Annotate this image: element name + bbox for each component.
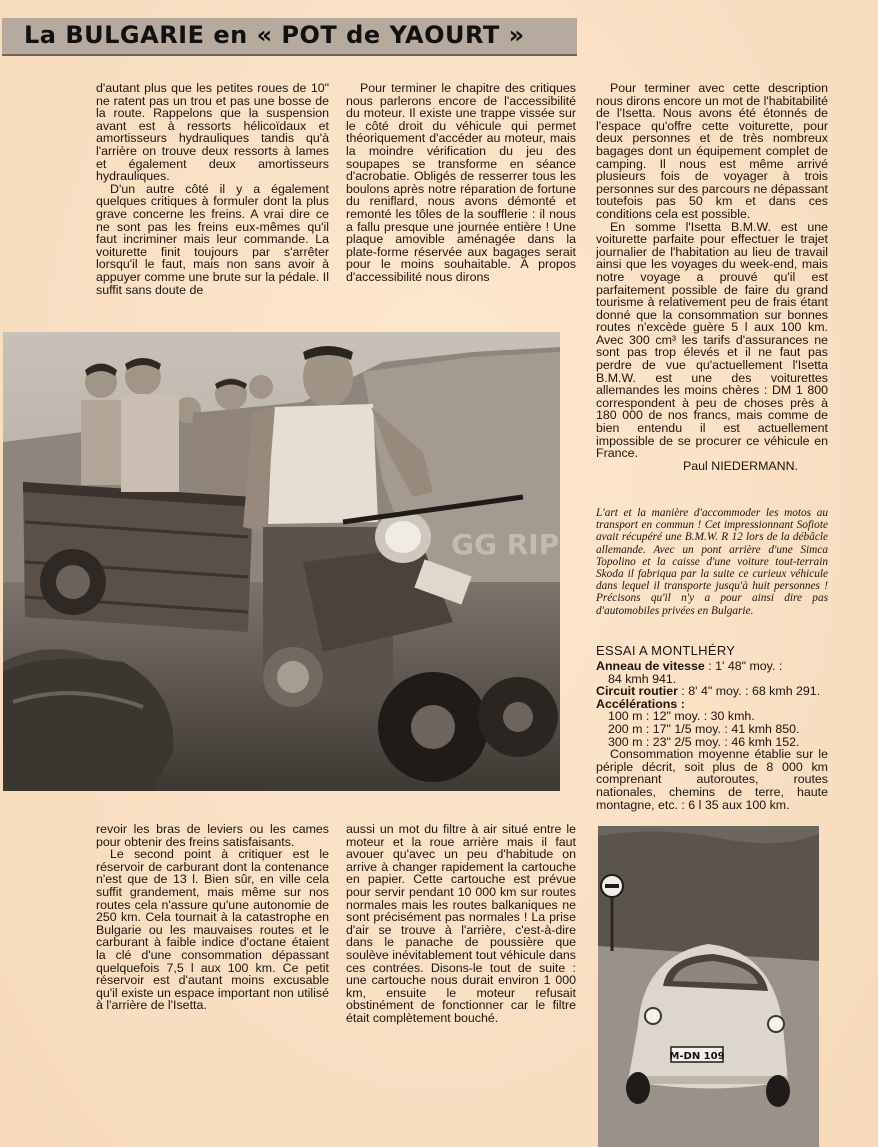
- acceleration-label: Accélérations :: [596, 696, 685, 711]
- paragraph: D'un autre côté il y a également quelques critiques à formuler dont la plus grave concerne les freins. A vrai dire ce ne sont pas les freins eux-mêmes qu'il faut incriminer mais leur commande. La voiturette finit toujours par s'arrêter lorsqu'il le faut, mais non sans avoir à appuyer comme une brute sur la pédale. Il suffit sans doute de: [96, 181, 329, 297]
- paragraph: d'autant plus que les petites roues de 10" ne ratent pas un trou et pas une bosse de la route. Rappelons que la suspension avant est à ressorts hélicoïdaux et amortisseurs hydrauliques tandis qu'à l'arrière on trouve deux ressorts à lames et également deux amortisseurs hydrauliques.: [96, 82, 329, 184]
- ring-speed-value-2: 84 kmh 941.: [608, 671, 677, 686]
- acceleration-row: 100 m : 12" moy. : 30 kmh.: [608, 709, 755, 724]
- road-circuit-value: : 8' 4" moy. : 68 kmh 291.: [677, 684, 821, 699]
- acceleration-row: 200 m : 17" 1/5 moy. : 41 kmh 850.: [608, 721, 800, 736]
- road-circuit-row: [596, 685, 828, 698]
- test-results: [596, 660, 828, 820]
- photo-isetta-car: [598, 826, 819, 1147]
- column-2-bottom: [346, 823, 576, 1043]
- photo-illustration: [3, 332, 560, 791]
- ring-speed-label: Anneau de vitesse: [596, 660, 705, 673]
- watermark: GG RIP: [451, 528, 560, 561]
- paragraph: En somme l'Isetta B.M.W. est une voiturette parfaite pour effectuer le trajet journalier de l'habitation au lieu de travail ainsi que les voyages du week-end, mais notre voyage a prouvé qu'il est parfaitement possible de faire du grand tourisme à relativement peu de frais étant donné que la consommation sur bonnes routes n'excède guère 5 l aux 100 km. Avec 300 cm³ les tarifs d'assurances ne sont pas trop élevés et il ne faut pas perdre de vue qu'actuellement l'Isetta B.M.W. est une des voiturettes allemandes les moins chères : DM 1 800 correspondent à peu de choses près à 180 000 de nos francs, mais comme de bien entendu il est actuellement impossible de se procurer ce véhicule en France.: [596, 219, 828, 461]
- page-title: La BULGARIE en « POT de YAOURT »: [24, 21, 525, 49]
- photo-motorcycle-trailer: [3, 332, 560, 791]
- ring-speed-row: [596, 660, 828, 673]
- author-signature: Paul NIEDERMANN.: [683, 458, 798, 473]
- paragraph: Pour terminer avec cette description nous dirons encore un mot de l'habitabilité de l'Isetta. Nous avons été étonnés de l'espace qu'offre cette voiturette, pour deux personnes et de très nombreux bagages dont un équipement complet de camping. Il nous est même arrivé plusieurs fois de voyager à trois personnes sur des parcours ne dépassant toutefois pas 50 km et dans ces conditions cela est possible.: [596, 82, 828, 221]
- column-3-top: [596, 82, 828, 492]
- photo-caption: L'art et la manière d'accommoder les motos au transport en commun ! Cet impressionnant Sofiote avait récupéré une B.M.W. R 12 lors de la débâcle allemande. Avec un pont arrière d'une Simca Topolino et la caisse d'une voiture tout-terrain Skoda il fabriqua par la suite ce curieux véhicule dans lequel il transporte jusqu'à huit personnes ! Précisons qu'il n'y a pour ainsi dire pas d'automobiles privées en Bulgarie.: [596, 507, 828, 617]
- paragraph: revoir les bras de leviers ou les cames pour obtenir des freins satisfaisants.: [96, 823, 329, 849]
- column-1-top: [96, 82, 329, 300]
- acceleration-row: 300 m : 23" 2/5 moy. : 46 kmh 152.: [608, 734, 800, 749]
- column-2-top: [346, 82, 576, 300]
- title-bar: [2, 18, 577, 56]
- license-plate: M-DN 109: [669, 1051, 725, 1062]
- column-1-bottom: [96, 823, 329, 1043]
- paragraph: Le second point à critiquer est le réservoir de carburant dont la contenance n'est que de 13 l. Bien sûr, en ville cela suffit grandement, mais même sur nos routes cela n'assure qu'une autonomie de 250 km. Cela tournait à la catastrophe en Bulgarie ou les mauvaises routes et le carburant à faible indice d'octane étaient la clé d'une consommation dépassant quelquefois 7,5 l aux 100 km. Ce petit réservoir est d'autant moins excusable qu'il existe un espace important non utilisé à l'arrière de l'Isetta.: [96, 847, 329, 1013]
- ring-speed-value: : 1' 48" moy. :: [704, 660, 783, 673]
- road-circuit-label: Circuit routier: [596, 684, 678, 699]
- consumption-text: Consommation moyenne établie sur le périple décrit, soit plus de 8 000 km comprenant autoroutes, routes nationales, chemins de terre, haute montagne, etc. : 6 l 35 aux 100 km.: [596, 747, 828, 812]
- paragraph: aussi un mot du filtre à air situé entre le moteur et la roue arrière mais il faut avouer qu'avec un peu d'habitude on arrive à changer rapidement la cartouche en papier. Cette cartouche est prévue pour servir pendant 10 000 km sur routes normales mais les routes balkaniques ne sont précisément pas normales ! La prise d'air se trouve à l'arrière, c'est-à-dire dans le panache de poussière que soulève inévitablement tout véhicule dans ces contrées. Disons-le tout de suite : une cartouche nous durait environ 1 000 km, ensuite le moteur refusait obstinément de fonctionner car le filtre était complètement bouché.: [346, 823, 576, 1025]
- test-results-heading: ESSAI A MONTLHÉRY: [596, 643, 736, 658]
- photo-illustration: [598, 826, 819, 1147]
- paragraph: Pour terminer le chapitre des critiques nous parlerons encore de l'accessibilité du moteur. Il existe une trappe vissée sur le côté droit du véhicule qui permet théoriquement d'accéder au moteur, mais la moindre vérification du jeu des soupapes se transforme en séance d'acrobatie. Obligés de resserrer tous les boulons après notre réparation de fortune du reniflard, nous avons démonté et remonté les tôles de la soufflerie : il nous a fallu presque une journée entière ! Une plaque amovible aménagée dans la plate-forme réservée aux bagages serait pour le moins souhaitable. A propos d'accessibilité nous dirons: [346, 82, 576, 284]
